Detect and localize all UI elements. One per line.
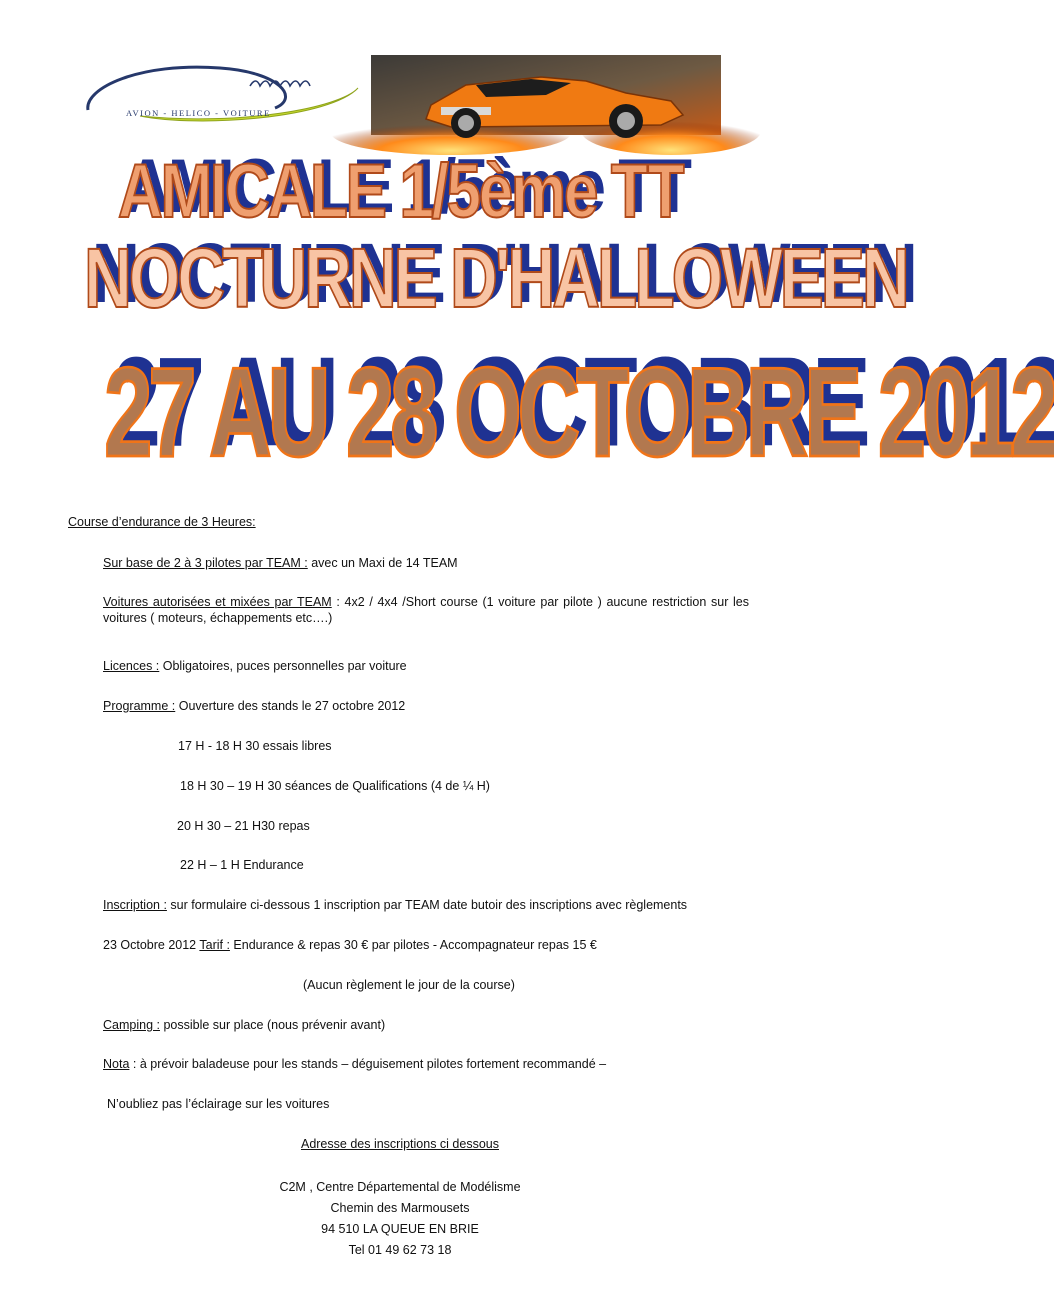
inscription-text: sur formulaire ci-dessous 1 inscription par TEAM date butoir des inscriptions avec règlements bbox=[166, 898, 688, 912]
programme-label: Programme : bbox=[103, 699, 176, 713]
schedule-item: 22 H – 1 H Endurance bbox=[180, 858, 304, 872]
schedule-item: 18 H 30 – 19 H 30 séances de Qualifications (4 de ¼ H) bbox=[180, 779, 490, 793]
base-label: Sur base de 2 à 3 pilotes par TEAM : bbox=[103, 556, 308, 570]
club-logo bbox=[80, 58, 365, 128]
tarif-text: Endurance & repas 30 € par pilotes - Accompagnateur repas 15 € bbox=[229, 938, 597, 952]
title-dates: 27 AU 28 OCTOBRE 2012 bbox=[104, 341, 1054, 485]
nota-line bbox=[103, 1056, 606, 1072]
camping-text: possible sur place (nous prévenir avant) bbox=[159, 1018, 386, 1032]
licences-label: Licences : bbox=[103, 659, 160, 673]
title-amicale: AMICALE 1/5ème TT bbox=[117, 149, 683, 234]
camping-line bbox=[103, 1017, 385, 1033]
voitures-label: Voitures autorisées et mixées par TEAM bbox=[103, 595, 332, 609]
address-line: 94 510 LA QUEUE EN BRIE bbox=[321, 1222, 479, 1236]
licences-text: Obligatoires, puces personnelles par voiture bbox=[159, 659, 407, 673]
schedule-item: 17 H - 18 H 30 essais libres bbox=[178, 739, 332, 753]
tarif-label: Tarif : bbox=[199, 938, 230, 952]
inscription-line bbox=[103, 897, 687, 913]
camping-label: Camping : bbox=[103, 1018, 160, 1032]
eclairage-line: N’oubliez pas l’éclairage sur les voitures bbox=[107, 1097, 330, 1111]
deadline-date: 23 Octobre 2012 bbox=[103, 938, 200, 952]
car-image bbox=[371, 55, 721, 135]
inscription-label: Inscription : bbox=[103, 898, 167, 912]
course-heading: Course d’endurance de 3 Heures: bbox=[68, 515, 256, 529]
voitures-text: : 4x2 / 4x4 /Short course (1 voiture par pilote ) aucune restriction sur les voitures ( moteurs, échappements etc….) bbox=[103, 595, 749, 625]
nota-label: Nota bbox=[103, 1057, 130, 1071]
address-line: Chemin des Marmousets bbox=[330, 1201, 470, 1215]
schedule-item: 20 H 30 – 21 H30 repas bbox=[177, 819, 310, 833]
address-line: C2M , Centre Départemental de Modélisme bbox=[279, 1180, 521, 1194]
programme-text: Ouverture des stands le 27 octobre 2012 bbox=[175, 699, 406, 713]
title-nocturne: NOCTURNE D'HALLOWEEN bbox=[84, 231, 907, 325]
nota-text: : à prévoir baladeuse pour les stands – déguisement pilotes fortement recommandé – bbox=[129, 1057, 607, 1071]
logo-tagline: AVION - HELICO - VOITURE bbox=[126, 108, 271, 118]
programme-line bbox=[103, 698, 405, 714]
reglement-note: (Aucun règlement le jour de la course) bbox=[303, 978, 515, 992]
base-line bbox=[103, 555, 458, 571]
tarif-line bbox=[103, 937, 597, 953]
phone-line: Tel 01 49 62 73 18 bbox=[348, 1243, 452, 1257]
address-heading: Adresse des inscriptions ci dessous bbox=[300, 1137, 499, 1151]
licences-line bbox=[103, 658, 407, 674]
base-text: avec un Maxi de 14 TEAM bbox=[307, 556, 458, 570]
voitures-paragraph bbox=[103, 594, 749, 626]
